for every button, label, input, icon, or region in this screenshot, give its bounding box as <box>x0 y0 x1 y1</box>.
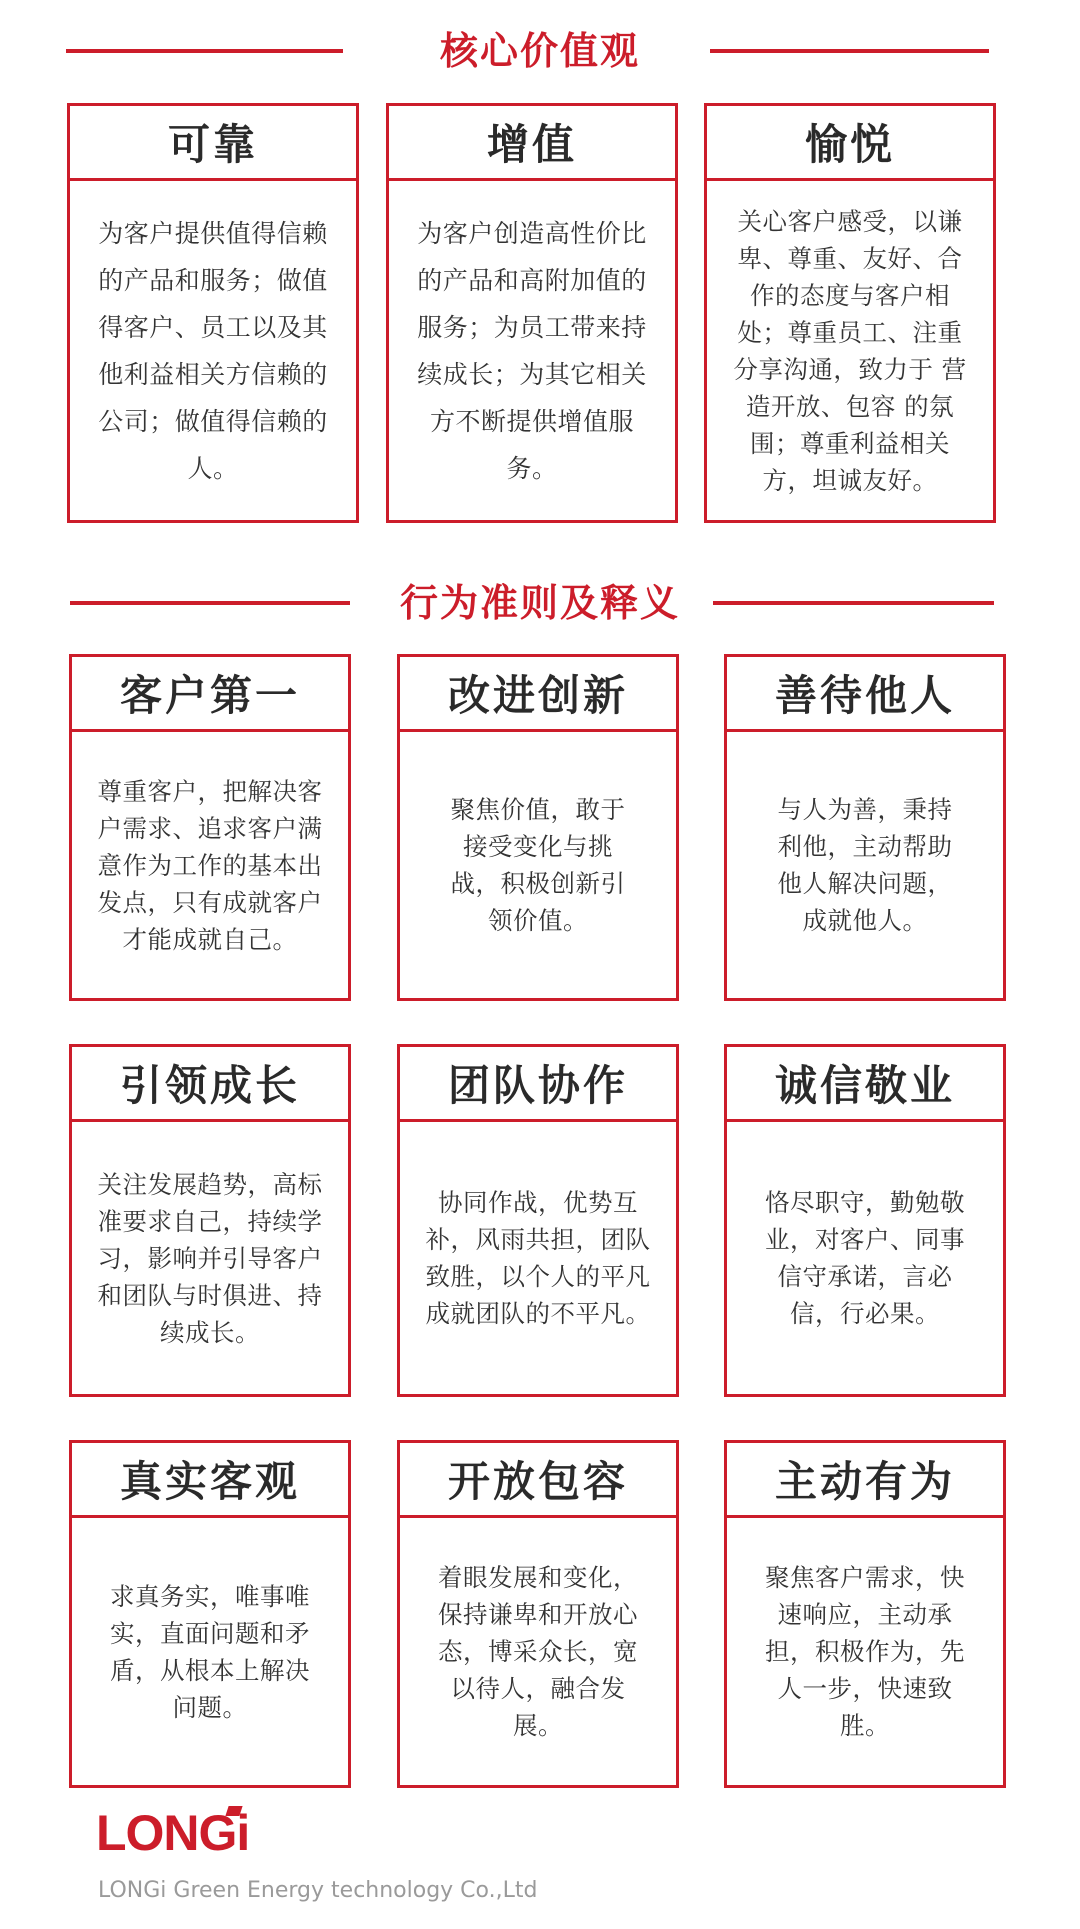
conduct-card <box>397 1044 679 1397</box>
card-heading: 客户第一 <box>72 657 348 732</box>
conduct-card <box>724 654 1006 1001</box>
conduct-card <box>397 1440 679 1788</box>
card-body <box>389 181 675 520</box>
card-body <box>72 1518 348 1785</box>
card-body <box>727 1518 1003 1785</box>
card-heading: 开放包容 <box>400 1443 676 1518</box>
longi-logo: LONGi <box>96 1805 250 1861</box>
card-text: 尊重客户，把解决客户需求、追求客户满意作为工作的基本出发点，只有成就客户才能成就自己。 <box>97 776 323 954</box>
card-body <box>707 181 993 520</box>
card-heading: 愉悦 <box>707 106 993 181</box>
card-text: 协同作战，优势互补，风雨共担，团队致胜，以个人的平凡成就团队的不平凡。 <box>425 1188 651 1328</box>
conduct-card <box>69 1044 351 1397</box>
card-body <box>727 732 1003 998</box>
conduct-card <box>69 654 351 1001</box>
card-text: 聚焦价值，敢于接受变化与挑战，积极创新引领价值。 <box>450 795 626 935</box>
card-body <box>72 732 348 998</box>
core-value-card <box>67 103 359 523</box>
card-text: 关注发展趋势，高标准要求自己，持续学习，影响并引导客户和团队与时俱进、持续成长。 <box>97 1169 323 1347</box>
card-heading: 真实客观 <box>72 1443 348 1518</box>
core-values-title: 核心价值观 <box>439 29 640 73</box>
card-body <box>72 1122 348 1394</box>
conduct-card <box>397 654 679 1001</box>
card-heading: 善待他人 <box>727 657 1003 732</box>
card-heading: 主动有为 <box>727 1443 1003 1518</box>
card-text: 恪尽职守，勤勉敬业，对客户、同事信守承诺，言必信，行必果。 <box>765 1188 965 1328</box>
card-body <box>400 732 676 998</box>
card-text: 为客户创造高性价比的产品和高附加值的服务；为员工带来持续成长；为其它相关方不断提供增值服务。 <box>417 218 647 483</box>
conduct-card <box>724 1440 1006 1788</box>
card-text: 与人为善，秉持利他，主动帮助他人解决问题，成就他人。 <box>777 795 953 935</box>
card-body <box>400 1518 676 1785</box>
company-name: LONGi Green Energy technology Co.,Ltd <box>98 1878 538 1903</box>
card-text: 关心客户感受，以谦卑、尊重、友好、合作的态度与客户相处；尊重员工、注重分享沟通，致力于 营造开放、包容 的氛围；尊重利益相关方，坦诚友好。 <box>733 206 967 495</box>
code-of-conduct-header <box>0 578 1080 628</box>
card-text: 为客户提供值得信赖的产品和服务；做值得客户、员工以及其他利益相关方信赖的公司；做值得信赖的人。 <box>98 218 328 483</box>
card-body <box>70 181 356 520</box>
conduct-card <box>724 1044 1006 1397</box>
card-text: 求真务实，唯事唯实，直面问题和矛盾，从根本上解决问题。 <box>110 1581 310 1722</box>
core-values-header <box>0 26 1080 76</box>
card-body <box>727 1122 1003 1394</box>
code-of-conduct-title: 行为准则及释义 <box>399 581 680 625</box>
card-text: 聚焦客户需求，快速响应，主动承担，积极作为，先人一步，快速致胜。 <box>765 1563 965 1740</box>
card-heading: 引领成长 <box>72 1047 348 1122</box>
conduct-card <box>69 1440 351 1788</box>
core-value-card <box>386 103 678 523</box>
card-body <box>400 1122 676 1394</box>
card-text: 着眼发展和变化，保持谦卑和开放心态，博采众长，宽以待人，融合发展。 <box>438 1563 638 1740</box>
card-heading: 可靠 <box>70 106 356 181</box>
card-heading: 增值 <box>389 106 675 181</box>
card-heading: 改进创新 <box>400 657 676 732</box>
core-value-card <box>704 103 996 523</box>
card-heading: 诚信敬业 <box>727 1047 1003 1122</box>
card-heading: 团队协作 <box>400 1047 676 1122</box>
